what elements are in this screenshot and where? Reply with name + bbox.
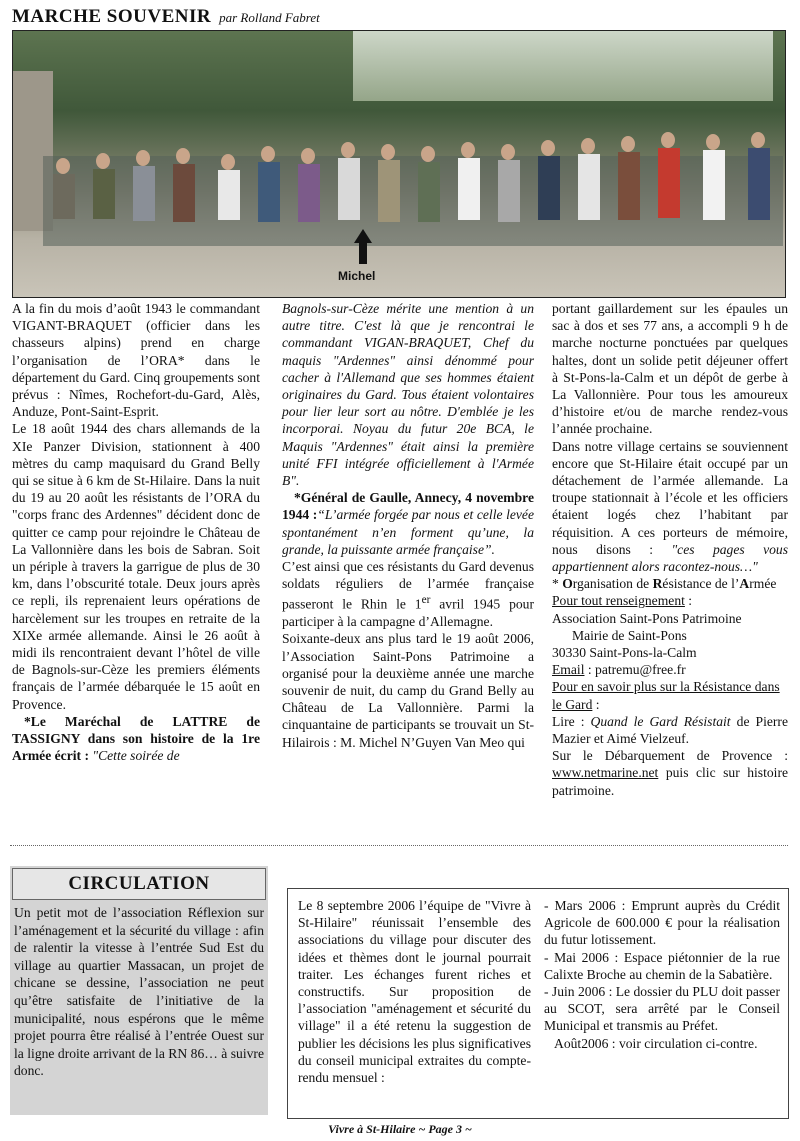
paragraph: Dans notre village certains se souviennent encore que St-Hilaire était occupé par un détachement de l’armée allemande. La troupe stationnait à l’école et les officiers étaient logés chez l’habitant par réquisition. A ces porteurs de mémoire, nous disons : "ces pages vous appartiennent alors racontez-nous…" — [552, 438, 789, 575]
decisions-list — [544, 897, 780, 1052]
photo-sky — [353, 31, 773, 101]
group-photo — [12, 30, 786, 298]
article-byline: par Rolland Fabret — [219, 10, 320, 25]
page-footer: Vivre à St-Hilaire ~ Page 3 ~ — [328, 1122, 472, 1136]
circulation-panel — [10, 866, 268, 1115]
paragraph: A la fin du mois d’août 1943 le commandant VIGANT-BRAQUET (officier dans les chasseurs alpins) prend en charge l’organisation de l’ORA* dans le département du Gard. Cinq groupements sont prévus : Nîmes, Rochefort-du-Gard, Alès, Anduze, Pont-Saint-Esprit. — [12, 301, 260, 420]
arrow-shaft — [359, 242, 367, 264]
debarquement-reference: Sur le Débarquement de Provence : www.netmarine.net puis clic sur histoire patrimoine. — [552, 748, 788, 798]
decision-item: - Mars 2006 : Emprunt auprès du Crédit Agricole de 600.000 € pour la réalisation du futur lotissement. — [544, 898, 780, 948]
paragraph: Le 18 août 1944 des chars allemands de la XIe Panzer Division, stationnent à 400 mètres du camp maquisard du Grand Belly qui se situe à 6 km de St-Hilaire. Dans la nuit du 19 au 20 août les résistants de l’ORA du "corps franc des Ardennes" décident donc de quitter ce camp pour rejoindre le Château de La Vallonnière dans les bois de Sabran. Soit un périple à travers la garrigue de plus de 30 km, dans l’obscurité totale. Deux jours après ce repli, ils reprenaient leurs opérations de harcèlement sur les troupes en retraite de la XIXe armée allemande. Ainsi le 26 août à midi ils rencontraient devant l’hôtel de ville de Bagnols-sur-Cèze les premiers éléments français de l’armée débarquée le 15 août en Provence. — [12, 421, 260, 712]
article-header — [12, 6, 320, 28]
decision-item: Août2006 : voir circulation ci-contre. — [554, 1035, 758, 1051]
photo-crowd — [43, 126, 783, 276]
circulation-title: CIRCULATION — [12, 868, 266, 900]
section-divider — [10, 845, 788, 846]
arrow-up-icon — [354, 229, 372, 243]
address: 30330 Saint-Pons-la-Calm — [552, 645, 697, 661]
book-title: Quand le Gard Résistait — [590, 713, 731, 729]
superscript: er — [421, 594, 431, 607]
email-line — [552, 661, 788, 678]
quote-text: “L’armée forgée par nous et celle levée spontanément n’en forment qu’une, la grande, la puissante armée française”. — [282, 507, 534, 557]
circulation-body: Un petit mot de l’association Réflexion sur l’aménagement et la sécurité du village : afin de ralentir la vitesse à l’entrée Sud Est du village au quartier Massacan, un projet de chicane se dessine, l’association ne peut qu’être satisfaite de l’initiative de la municipalité, nous espérons que le même projet pourra être réalisé à l’entrée Ouest sur la ligne droite arrivant de la RN 86… à suivre donc. — [14, 905, 264, 1079]
quote-text: "Cette soirée de — [92, 748, 180, 764]
decision-item: - Juin 2006 : Le dossier du PLU doit passer au SCOT, sera arrêté par le Conseil Municipal et transmis au Préfet. — [544, 984, 780, 1034]
article-column-1 — [12, 300, 260, 764]
meeting-panel — [287, 888, 789, 1119]
email-label: Email — [552, 662, 585, 678]
paragraph: portant gaillardement sur les épaules un sac à dos et ses 77 ans, a accompli 9 h de marche nocturne ponctuées par quelques haltes, dont un solide petit déjeuner offert à St-Pons-la-Calm et un dépôt de gerbe à La Vallonnière. Pour tous les amoureux d’histoire et/ou de marche rendez-vous l’année prochaine. — [552, 301, 788, 437]
paragraph: Soixante-deux ans plus tard le 19 août 2006, l’Association Saint-Pons Patrimoine a organisé pour la deuxième année une marche souvenir de nuit, du camp du Grand Belly au Château de La Vallonnière. Parmi la cinquantaine de participants se trouvait un St-Hilairois : M. Michel N’Guyen Van Meo qui — [282, 631, 534, 750]
article-title: MARCHE SOUVENIR — [12, 6, 212, 27]
decision-item: - Mai 2006 : Espace piétonnier de la rue Calixte Broche au chemin de la Sabatière. — [544, 949, 780, 982]
netmarine-link[interactable]: www.netmarine.net — [552, 765, 659, 781]
quote-text: "ces pages vous appartiennent alors racontez-nous…" — [552, 541, 789, 575]
meeting-text: Le 8 septembre 2006 l’équipe de "Vivre à St-Hilaire" réunissait l’ensemble des associations du village pour discuter des idées et thèmes dont le journal pourrait traiter. Les échanges furent riches et constructifs. Sur proposition de l’association "aménagement et sécurité du village" il a été retenu la suggestion de publier les décisions les plus significatives du conseil municipal extraites du compte-rendu mensuel : — [298, 898, 531, 1086]
photo-caption: Michel — [338, 269, 376, 283]
email-link[interactable]: : patremu@free.fr — [584, 662, 686, 678]
resistance-link[interactable]: Pour en savoir plus sur la Résistance dans le Gard — [552, 679, 780, 712]
paragraph: C’est ainsi que ces résistants du Gard devenus soldats réguliers de l’armée française passeront le Rhin le 1er avril 1945 pour participer à la campagne d’Allemagne. — [282, 559, 534, 630]
article-columns — [12, 300, 788, 838]
paragraph — [12, 713, 260, 765]
article-column-3 — [552, 300, 788, 799]
mairie-name: Mairie de Saint-Pons — [572, 627, 687, 643]
paragraph — [282, 489, 534, 558]
ora-footnote: * Organisation de Résistance de l’Armée — [552, 576, 777, 592]
quote-attribution: *Général de Gaulle, Annecy, 4 novembre 1944 : — [282, 490, 534, 523]
association-name: Association Saint-Pons Patrimoine — [552, 610, 742, 626]
book-reference: Lire : Quand le Gard Résistait de Pierre Mazier et Aimé Vielzeuf. — [552, 713, 788, 747]
quote-text: Bagnols-sur-Cèze mérite une mention à un autre titre. C'est là que je rencontrai le commandant VIGAN-BRAQUET, Chef du maquis "Ardennes" ainsi dénommé pour cacher à l'Allemand que ses hommes étaient originaires du Gard. Tous étaient volontaires pour lier leur sort au nôtre. D'emblée je les incorporai. Noyau du futur 20e BCA, le Maquis "Ardennes" était ainsi la première unité FFI intégrée officiellement à l'Armée B". — [282, 301, 534, 489]
more-info: Pour en savoir plus sur la Résistance dans le Gard : — [552, 679, 780, 712]
article-column-2 — [282, 300, 534, 751]
info-heading: Pour tout renseignement : — [552, 593, 693, 609]
quote-attribution: *Le Maréchal de LATTRE de TASSIGNY dans son histoire de la 1re Armée écrit : — [12, 713, 260, 764]
